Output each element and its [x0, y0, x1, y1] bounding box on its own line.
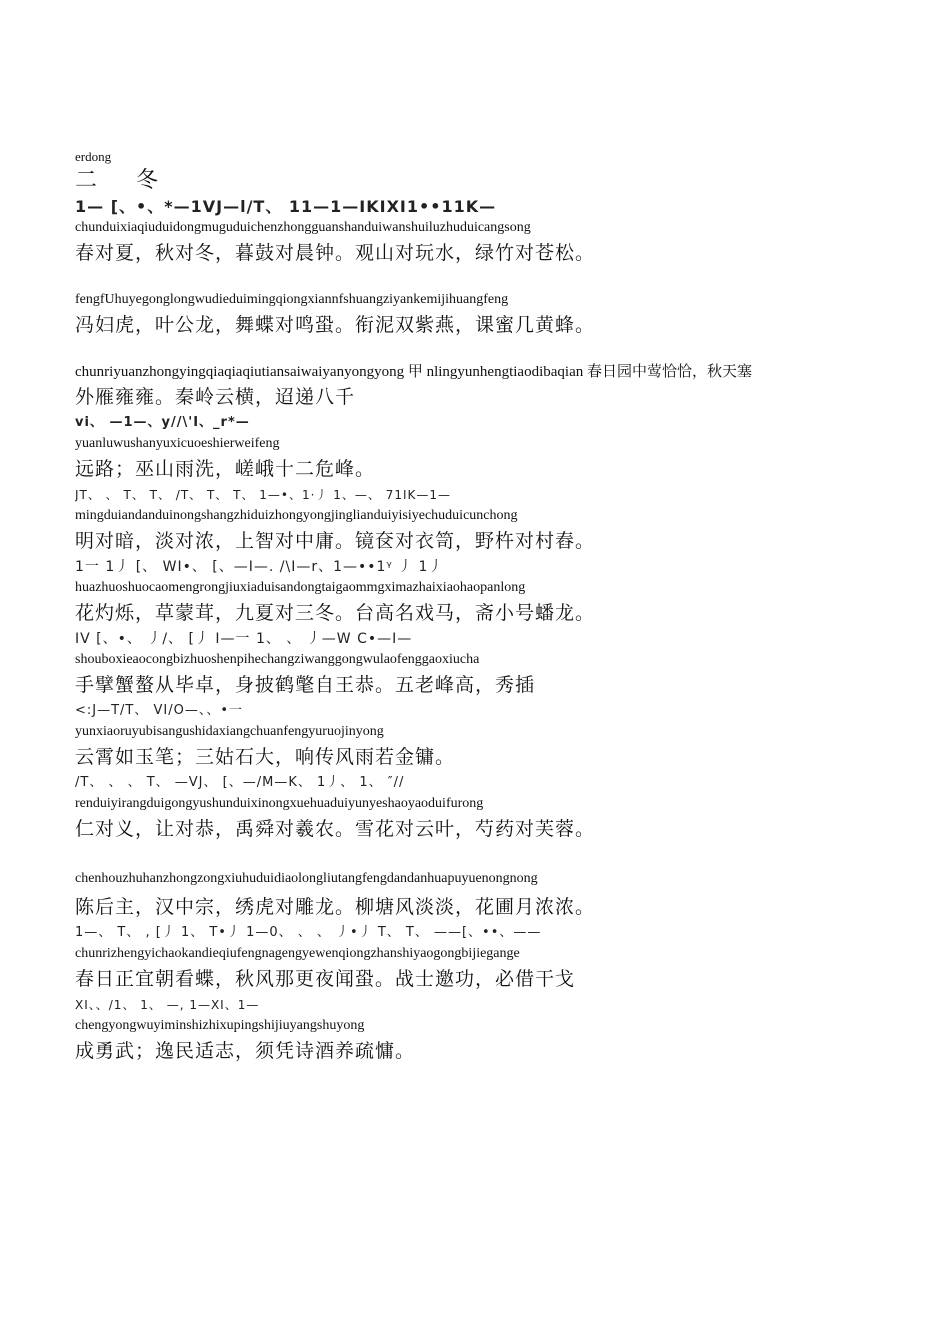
stanza-3	[75, 340, 885, 412]
title-pinyin: erdong	[75, 149, 112, 164]
stanza-2	[75, 268, 885, 340]
pinyin-line: mingduiandanduinongshangzhiduizhongyongjinglianduiyisiyechuduicunchong	[75, 508, 518, 523]
verse-line: 明对暗，淡对浓，上智对中庸。镜奁对衣笥，野杵对村舂。	[75, 530, 596, 552]
tone-marks: /T、 、 、 T、 —VJ、 [、—/M—K、 1丿、 1、 ″//	[75, 775, 405, 790]
pinyin-line: fengfUhuyegonglongwudieduimingqiongxiannfshuangziyankemijihuangfeng	[75, 292, 509, 307]
stanza-7	[75, 628, 885, 700]
pinyin-line: chengyongwuyiminshizhixupingshijiuyangshuyong	[75, 1018, 365, 1033]
verse-line: 冯妇虎，叶公龙，舞蝶对鸣蛩。衔泥双紫燕，课蜜几黄蜂。	[75, 314, 596, 336]
verse-line: 仁对义，让对恭，禹舜对羲农。雪花对云叶，芍药对芙蓉。	[75, 818, 596, 840]
verse-line: 春日正宜朝看蝶，秋风那更夜闻蛩。战士邀功，必借干戈	[75, 968, 576, 990]
verse-line: 远路；巫山雨洗，嵯峨十二危峰。	[75, 458, 376, 480]
tone-marks	[75, 268, 885, 290]
tone-marks: <:J—T/T、 VI/O—、、•一	[75, 703, 244, 718]
pinyin-line: yuanluwushanyuxicuoeshierweifeng	[75, 436, 280, 451]
stanza-4	[75, 412, 885, 484]
tone-marks: XI、、/1、 1、 —, 1—XI、1—	[75, 998, 260, 1012]
verse-line: 外雁雍雍。秦岭云横，迢递八千	[75, 386, 356, 408]
stanza-8	[75, 700, 885, 772]
tone-marks: 1— [、•、*—1VJ—l/T、 11—1—IKIXI1••11K—	[75, 197, 497, 216]
tone-marks	[75, 844, 885, 866]
pinyin-line: chunrizhengyichaokandieqiufengnagengyewenqiongzhanshiyaogongbijiegange	[75, 946, 520, 961]
tone-marks: IV [、•、 丿/、 [丿 I—一 1、 、 丿—W C•—I—	[75, 631, 413, 647]
pinyin-line: shouboxieaocongbizhuoshenpihechangziwanggongwulaofenggaoxiucha	[75, 652, 480, 667]
document-page	[75, 148, 885, 1066]
verse-line: 春对夏，秋对冬，暮鼓对晨钟。观山对玩水，绿竹对苍松。	[75, 242, 596, 264]
verse-line: 手擘蟹螯从毕卓，身披鹤氅自王恭。五老峰高，秀插	[75, 674, 536, 696]
stanza-5	[75, 484, 885, 556]
stanza-12	[75, 994, 885, 1066]
tone-marks: 1—、 T、 , [丿 1、 T•丿 1—0、 、 、 丿•丿 T、 T、 ——[、••、——	[75, 925, 542, 940]
pinyin-line: chunriyuanzhongyingqiaqiaqiutiansaiwaiyanyongyong 甲 nlingyunhengtiaodibaqian 春日园中莺恰恰，秋天塞	[75, 364, 752, 380]
tone-marks: JT、 、 T、 T、 /T、 T、 T、 1—•、1·丿 1、—、 71IK—1—	[75, 488, 452, 502]
stanza-1	[75, 196, 885, 268]
pinyin-line: huazhuoshuocaomengrongjiuxiaduisandongtaigaommgximazhaixiaohaopanlong	[75, 580, 526, 595]
pinyin-line: yunxiaoruyubisangushidaxiangchuanfengyuruojinyong	[75, 724, 384, 739]
verse-line: 成勇武；逸民适志，须凭诗酒养疏慵。	[75, 1040, 416, 1062]
tone-marks	[75, 340, 885, 362]
title-hanzi: 二 冬	[75, 168, 174, 193]
stanza-10	[75, 844, 885, 922]
pinyin-line: renduiyirangduigongyushunduixinongxuehuaduiyunyeshaoyaoduifurong	[75, 796, 484, 811]
pinyin-line: chunduixiaqiuduidongmuguduichenzhongguanshanduiwanshuiluzhuduicangsong	[75, 220, 531, 235]
stanza-6	[75, 556, 885, 628]
tone-marks: 1一 1丿 [、 WI•、 [、—I—. /\I—r、1—••1ᵞ 丿 1丿	[75, 559, 444, 575]
stanza-11	[75, 922, 885, 994]
pinyin-line: chenhouzhuhanzhongzongxiuhuduidiaolongliutangfengdandanhuapuyuenongnong	[75, 871, 538, 886]
verse-line: 花灼烁，草蒙茸，九夏对三冬。台高名戏马，斋小号蟠龙。	[75, 602, 596, 624]
stanza-9	[75, 772, 885, 844]
tone-marks: vi、 —1—、y//\'I、_r*—	[75, 415, 250, 430]
verse-line: 陈后主，汉中宗，绣虎对雕龙。柳塘风淡淡，花圃月浓浓。	[75, 896, 596, 918]
verse-line: 云霄如玉笔；三姑石大，响传风雨若金镛。	[75, 746, 456, 768]
